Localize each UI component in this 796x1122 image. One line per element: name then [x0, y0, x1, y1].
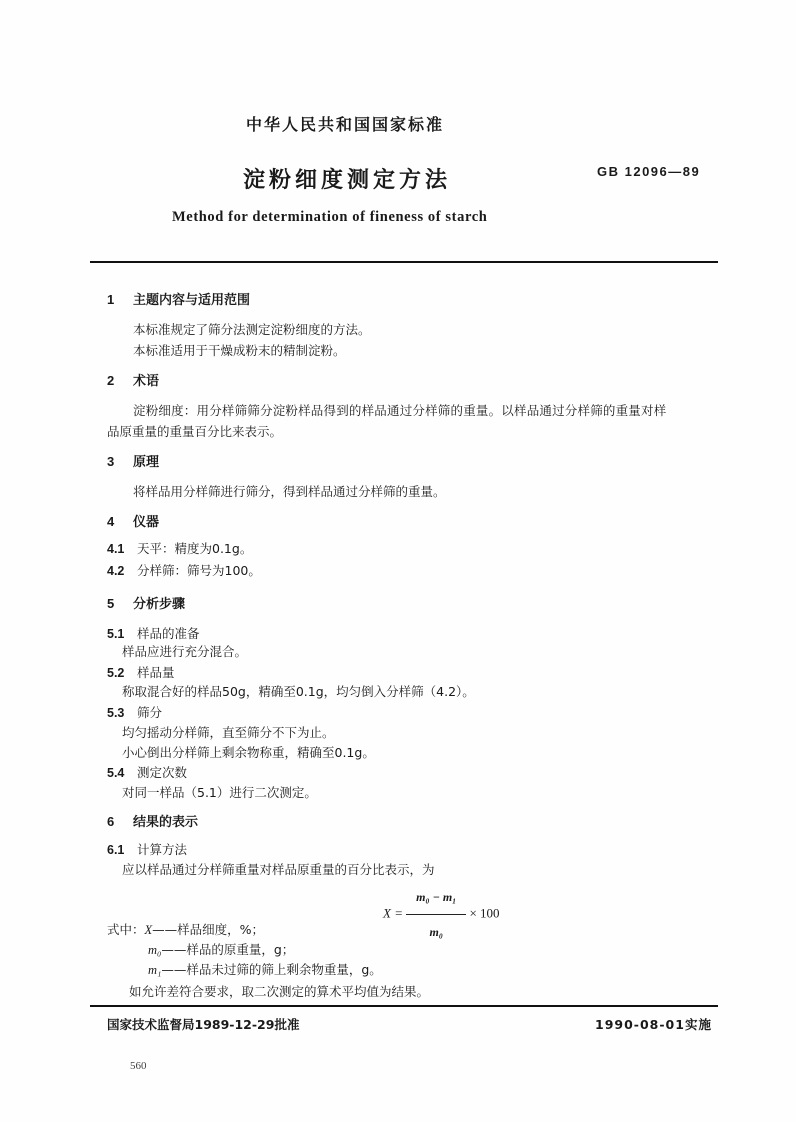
- standard-code: GB 12096—89: [597, 164, 701, 179]
- formula: X = $\frac{\text{m₀ − m₁}}{\text{m₀}}$ × 100: [383, 890, 500, 939]
- clause-4-1: 4.1 天平：精度为0.1g。: [107, 541, 253, 556]
- paragraph: 均匀摇动分样筛，直至筛分不下为止。: [122, 725, 335, 740]
- paragraph: 对同一样品（5.1）进行二次测定。: [122, 785, 317, 800]
- clause-5-1: 5.1 样品的准备: [107, 626, 200, 641]
- paragraph: 样品应进行充分混合。: [122, 644, 248, 659]
- paragraph: 应以样品通过分样筛重量对样品原重量的百分比表示，为: [122, 862, 435, 877]
- clause-5-4: 5.4 测定次数: [107, 765, 188, 780]
- clause-5-2: 5.2 样品量: [107, 665, 175, 680]
- paragraph: 本标准规定了筛分法测定淀粉细度的方法。: [133, 322, 371, 337]
- approval-date: 国家技术监督局1989-12-29批准: [107, 1017, 300, 1032]
- paragraph: 淀粉细度：用分样筛筛分淀粉样品得到的样品通过分样筛的重量。以样品通过分样筛的重量对样: [133, 403, 667, 418]
- clause-5-3: 5.3 筛分: [107, 705, 163, 720]
- paragraph: 将样品用分样筛进行筛分，得到样品通过分样筛的重量。: [133, 484, 446, 499]
- variable-m0: m₀——样品的原重量，g；: [148, 942, 295, 957]
- paragraph: 如允许差符合要求，取二次测定的算术平均值为结果。: [129, 984, 430, 999]
- variable-x: 式中：X——样品细度，%；: [107, 922, 265, 937]
- section-3-heading: 3 原理: [107, 454, 160, 470]
- page-number: 560: [130, 1060, 147, 1072]
- variable-m1: m₁——样品未过筛的筛上剩余物重量，g。: [148, 962, 382, 977]
- paragraph: 称取混合好的样品50g，精确至0.1g，均匀倒入分样筛（4.2）。: [122, 684, 475, 699]
- clause-6-1: 6.1 计算方法: [107, 842, 188, 857]
- section-5-heading: 5 分析步骤: [107, 596, 186, 612]
- document-title-en: Method for determination of fineness of starch: [172, 209, 488, 225]
- section-1-heading: 1 主题内容与适用范围: [107, 292, 251, 308]
- paragraph: 本标准适用于干燥成粉末的精制淀粉。: [133, 343, 346, 358]
- national-standard-heading: 中华人民共和国国家标准: [245, 115, 444, 134]
- section-6-heading: 6 结果的表示: [107, 814, 199, 830]
- document-title-zh: 淀粉细度测定方法: [243, 168, 452, 193]
- paragraph: 品原重量的重量百分比来表示。: [107, 424, 283, 439]
- section-2-heading: 2 术语: [107, 373, 160, 389]
- section-4-heading: 4 仪器: [107, 514, 160, 530]
- footer-rule: [90, 1005, 718, 1007]
- header-rule: [90, 261, 718, 263]
- clause-4-2: 4.2 分样筛：筛号为100。: [107, 563, 261, 578]
- paragraph: 小心倒出分样筛上剩余物称重，精确至0.1g。: [122, 745, 375, 760]
- effective-date: 1990-08-01实施: [595, 1017, 712, 1032]
